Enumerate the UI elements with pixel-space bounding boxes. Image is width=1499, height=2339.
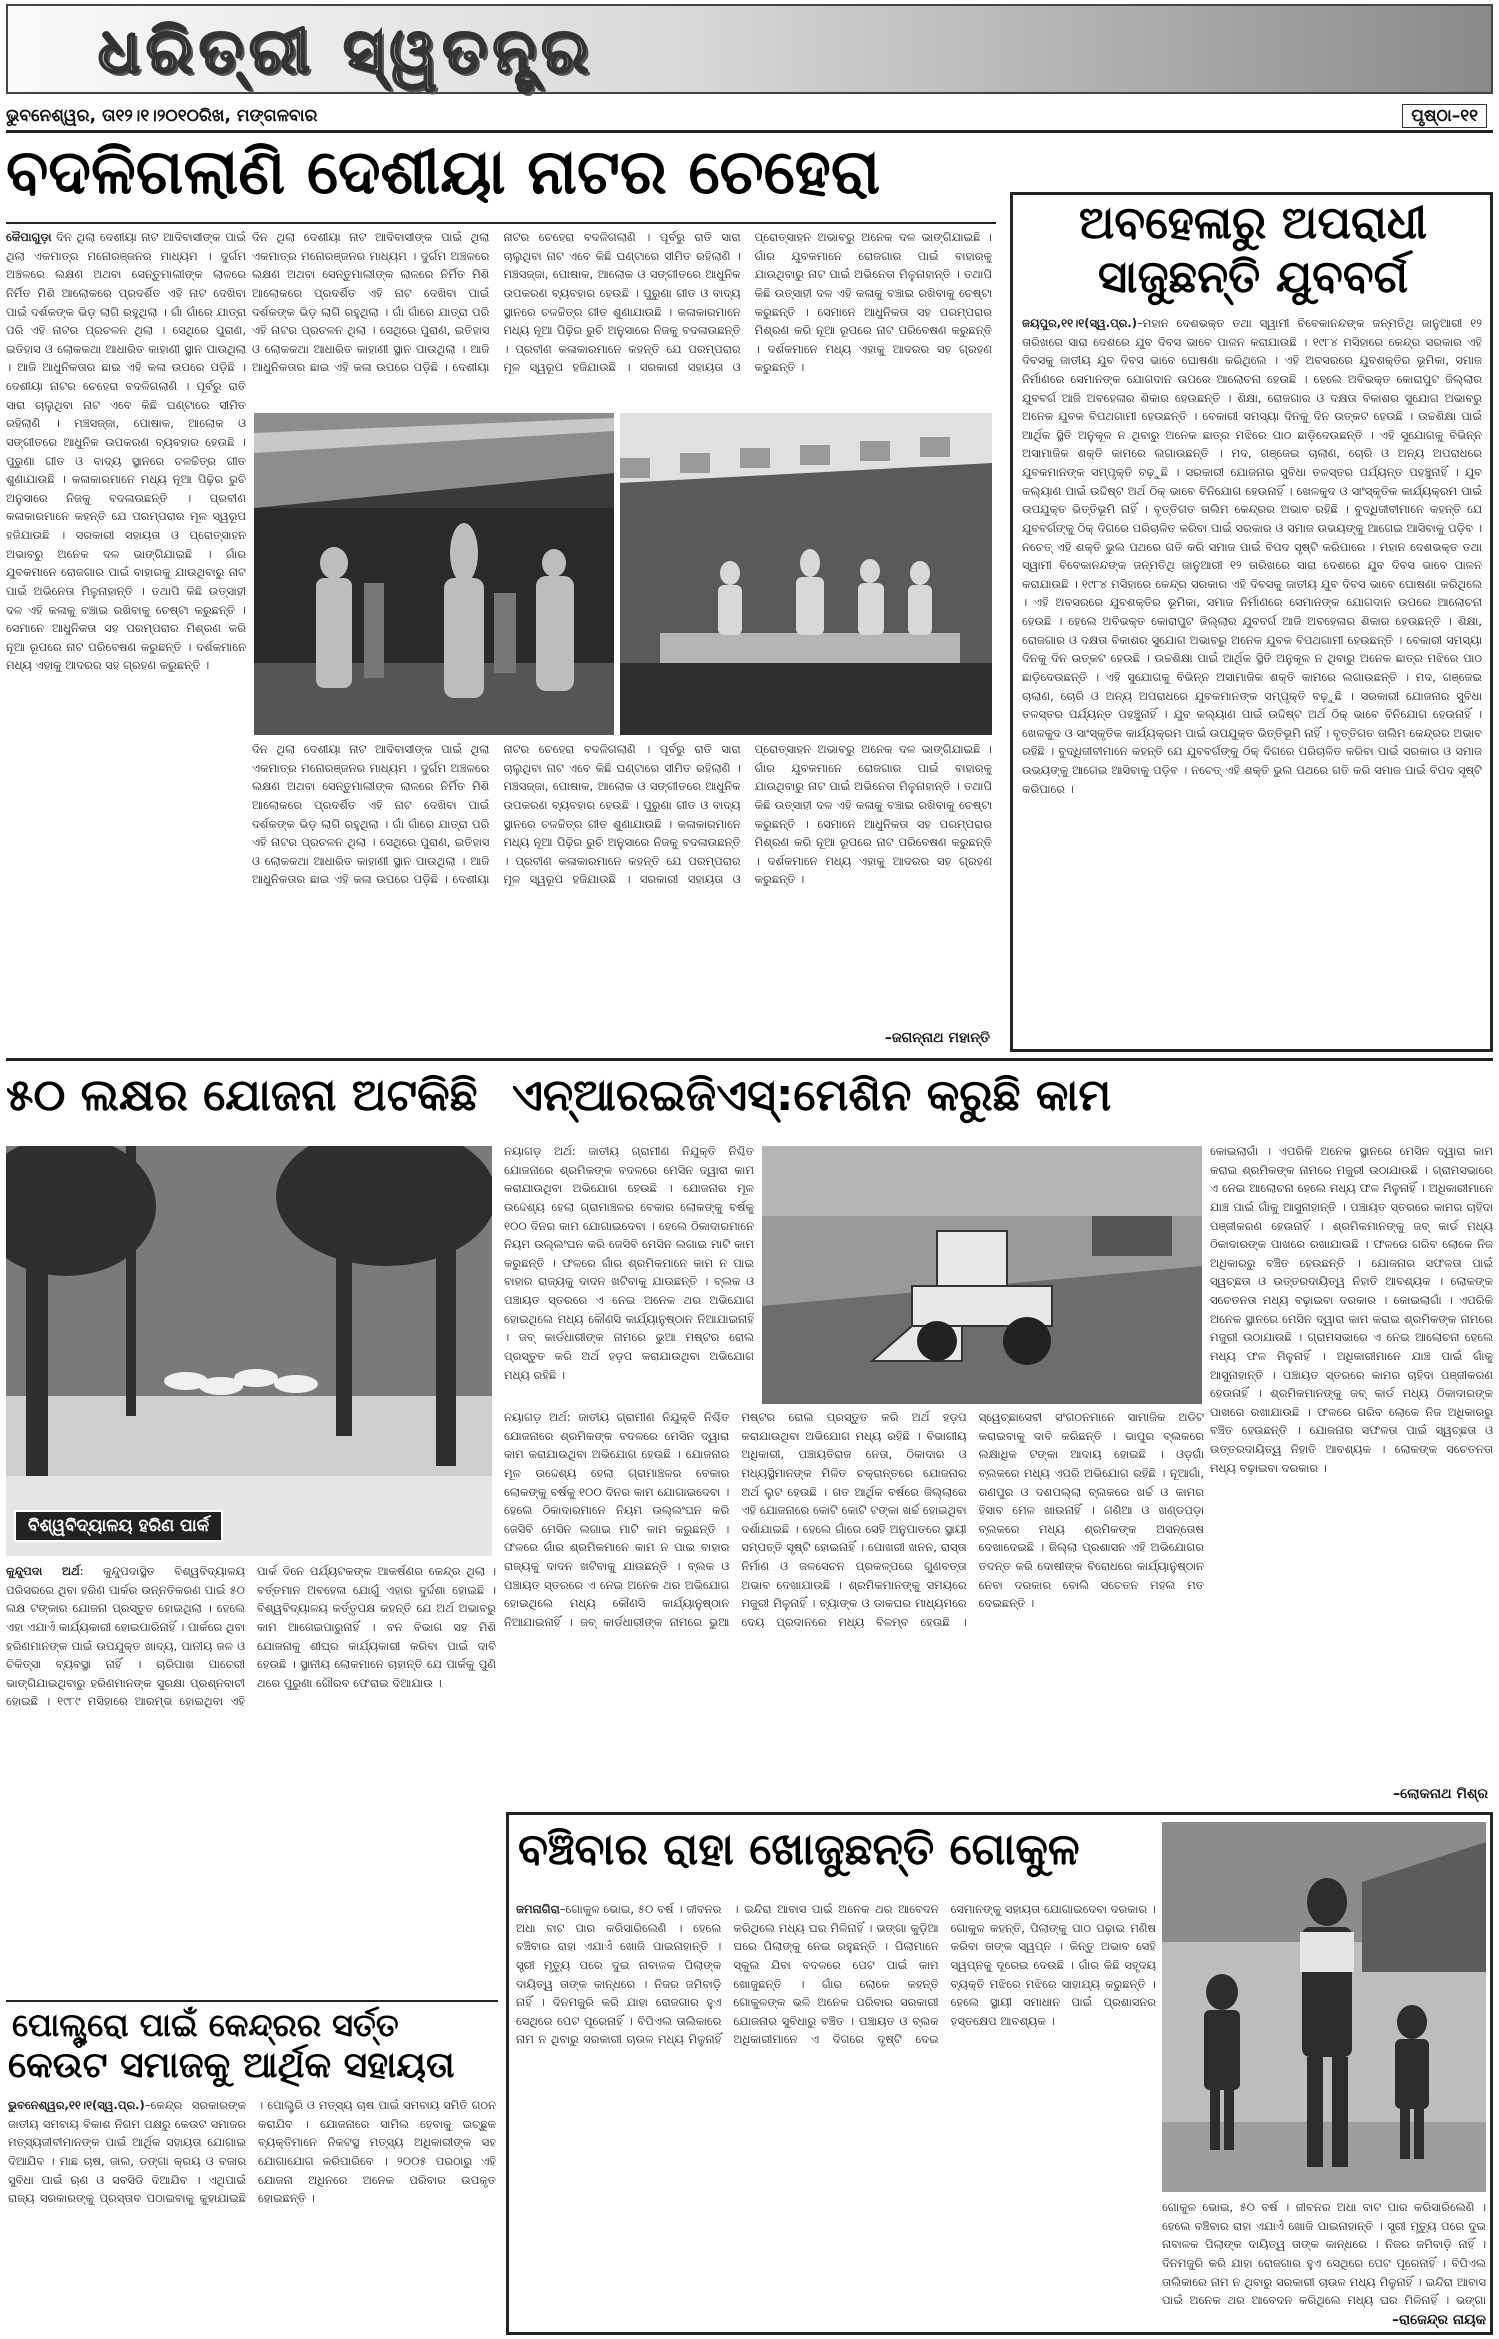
article2-body: ଜୟପୁର,୧୧।୧(ସ୍ୱ.ପ୍ର.)–ମହାନ ଦେଶଭକ୍ତ ତଥା ସ୍ୱାମୀ ବିବେକାନନ୍ଦଙ୍କ ଜନ୍ମତିଥି ଜାନୁଆରୀ ୧୨ ତାରିଖରେ ସାରା ଦେଶରେ ଯୁବ ଦିବସ ଭାବେ ପାଳନ କରାଯାଉଛି । ୧୯୮୪ ମସିହାରେ କେନ୍ଦ୍ର ସରକାର ଏହି ଦିବସକୁ ଜାତୀୟ ଯୁବ ଦିବସ ଭାବେ ଘୋଷଣା କରିଥିଲେ । ଏହି ଅବସରରେ ଯୁବଶକ୍ତିର ଭୂମିକା, ସମାଜ ନିର୍ମାଣରେ ସେମାନଙ୍କ ଯୋଗଦାନ ଉପରେ ଆଲୋଚନା ହେଉଛି । ହେଲେ ଅବିଭକ୍ତ କୋରାପୁଟ ଜିଲ୍ଲାର ଯୁବବର୍ଗ ଆଜି ଅବହେଳାର ଶିକାର ହେଉଛନ୍ତି । ଶିକ୍ଷା, ରୋଜଗାର ଓ ଦକ୍ଷତା ବିକାଶର ସୁଯୋଗ ଅଭାବରୁ ଅନେକ ଯୁବକ ବିପଥଗାମୀ ହେଉଛନ୍ତି । ବେକାରୀ ସମସ୍ୟା ଦିନକୁ ଦିନ ଉତ୍କଟ ହେଉଛି । ଉଚ୍ଚଶିକ୍ଷା ପାଇଁ ଆର୍ଥିକ ସ୍ଥିତି ଅନୁକୂଳ ନ ଥିବାରୁ ଅନେକ ଛାତ୍ର ମଝିରେ ପାଠ ଛାଡ଼ିଦେଉଛନ୍ତି । ଏହି ସୁଯୋଗକୁ ବିଭିନ୍ନ ଅସାମାଜିକ ଶକ୍ତି କାମରେ ଲଗାଉଛନ୍ତି । ମଦ, ଗଞ୍ଜେଇ ଚାଲାଣ, ଚୋରି ଓ ଅନ୍ୟ ଅପରାଧରେ ଯୁବକମାନଙ୍କ ସମ୍ପୃକ୍ତି ବଢ଼ୁଛି । ସରକାରୀ ଯୋଜନାର ସୁବିଧା ତଳସ୍ତର ପର୍ଯ୍ୟନ୍ତ ପହଞ୍ଚୁନାହିଁ । ଯୁବ କଲ୍ୟାଣ ପାଇଁ ଉଦ୍ଦିଷ୍ଟ ଅର୍ଥ ଠିକ୍ ଭାବେ ବିନିଯୋଗ ହେଉନାହିଁ । ଖେଳକୁଦ ଓ ସାଂସ୍କୃତିକ କାର୍ଯ୍ୟକ୍ରମ ପାଇଁ ଉପଯୁକ୍ତ ଭିତ୍ତିଭୂମି ନାହିଁ । ବୃତ୍ତିଗତ ତାଲିମ କେନ୍ଦ୍ରର ଅଭାବ ରହିଛି । ବୁଦ୍ଧିଜୀବୀମାନେ କହନ୍ତି ଯେ ଯୁବବର୍ଗଙ୍କୁ ଠିକ୍ ଦିଗରେ ପରିଚାଳିତ କରିବା ପାଇଁ ସରକାର ଓ ସମାଜ ଉଭୟଙ୍କୁ ଆଗେଇ ଆସିବାକୁ ପଡ଼ିବ । ନଚେତ୍ ଏହି ଶକ୍ତି ଭୁଲ ପଥରେ ଗତି କରି ସମାଜ ପାଇଁ ବିପଦ ସୃଷ୍ଟି କରିପାରେ । ମହାନ ଦେଶଭକ୍ତ ତଥା ସ୍ୱାମୀ ବିବେକାନନ୍ଦଙ୍କ ଜନ୍ମତିଥି ଜାନୁଆରୀ ୧୨ ତାରିଖରେ ସାରା ଦେଶରେ ଯୁବ ଦିବସ ଭାବେ ପାଳନ କରାଯାଉଛି । ୧୯୮୪ ମସିହାରେ କେନ୍ଦ୍ର ସରକାର ଏହି ଦିବସକୁ ଜାତୀୟ ଯୁବ ଦିବସ ଭାବେ ଘୋଷଣା କରିଥିଲେ । ଏହି ଅବସରରେ ଯୁବଶକ୍ତିର ଭୂମିକା, ସମାଜ ନିର୍ମାଣରେ ସେମାନଙ୍କ ଯୋଗଦାନ ଉପରେ ଆଲୋଚନା ହେଉଛି । ହେଲେ ଅବିଭକ୍ତ କୋରାପୁଟ ଜିଲ୍ଲାର ଯୁବବର୍ଗ ଆଜି ଅବହେଳାର ଶିକାର ହେଉଛନ୍ତି । ଶିକ୍ଷା, ରୋଜଗାର ଓ ଦକ୍ଷତା ବିକାଶର ସୁଯୋଗ ଅଭାବରୁ ଅନେକ ଯୁବକ ବିପଥଗାମୀ ହେଉଛନ୍ତି । ବେକାରୀ ସମସ୍ୟା ଦିନକୁ ଦିନ ଉତ୍କଟ ହେଉଛି । ଉଚ୍ଚଶିକ୍ଷା ପାଇଁ ଆର୍ଥିକ ସ୍ଥିତି ଅନୁକୂଳ ନ ଥିବାରୁ ଅନେକ ଛାତ୍ର ମଝିରେ ପାଠ ଛାଡ଼ିଦେଉଛନ୍ତି । ଏହି ସୁଯୋଗକୁ ବିଭିନ୍ନ ଅସାମାଜିକ ଶକ୍ତି କାମରେ ଲଗାଉଛନ୍ତି । ମଦ, ଗଞ୍ଜେଇ ଚାଲାଣ, ଚୋରି ଓ ଅନ୍ୟ ଅପରାଧରେ ଯୁବକମାନଙ୍କ ସମ୍ପୃକ୍ତି ବଢ଼ୁଛି । ସରକାରୀ ଯୋଜନାର ସୁବିଧା ତଳସ୍ତର ପର୍ଯ୍ୟନ୍ତ ପହଞ୍ଚୁନାହିଁ । ଯୁବ କଲ୍ୟାଣ ପାଇଁ ଉଦ୍ଦିଷ୍ଟ ଅର୍ଥ ଠିକ୍ ଭାବେ ବିନିଯୋଗ ହେଉନାହିଁ । ଖେଳକୁଦ ଓ ସାଂସ୍କୃତିକ କାର୍ଯ୍ୟକ୍ରମ ପାଇଁ ଉପଯୁକ୍ତ ଭିତ୍ତିଭୂମି ନାହିଁ । ବୃତ୍ତିଗତ ତାଲିମ କେନ୍ଦ୍ରର ଅଭାବ ରହିଛି । ବୁଦ୍ଧିଜୀବୀମାନେ କହନ୍ତି ଯେ ଯୁବବର୍ଗଙ୍କୁ ଠିକ୍ ଦିଗରେ ପରିଚାଳିତ କରିବା ପାଇଁ ସରକାର ଓ ସମାଜ ଉଭୟଙ୍କୁ ଆଗେଇ ଆସିବାକୁ ପଡ଼ିବ । ନଚେତ୍ ଏହି ଶକ୍ତି ଭୁଲ ପଥରେ ଗତି କରି ସମାଜ ପାଇଁ ବିପଦ ସୃଷ୍ଟି କରିପାରେ । bbox=[1022, 316, 1482, 796]
article3-body-lower: କୁନ୍ଦୁପଦା ଅର୍ଥ: କୁନ୍ଦୁପଦାସ୍ଥିତ ବିଶ୍ୱବିଦ୍ୟାଳୟ ପରିସରରେ ଥିବା ହରିଣ ପାର୍କର ଉନ୍ନତିକରଣ ପାଇଁ ୫୦ ଲକ୍ଷ ଟଙ୍କାର ଯୋଜନା ପ୍ରସ୍ତୁତ ହୋଇଥିଲା । ହେଲେ ଏହା ଏଯାଏଁ କାର୍ଯ୍ୟକାରୀ ହୋଇପାରିନାହିଁ । ପାର୍କରେ ଥିବା ହରିଣମାନଙ୍କ ପାଇଁ ଉପଯୁକ୍ତ ଖାଦ୍ୟ, ପାନୀୟ ଜଳ ଓ ଚିକିତ୍ସା ବ୍ୟବସ୍ଥା ନାହିଁ । ଚାରିପାଖ ପାଚେରୀ ଭାଙ୍ଗିଯାଇଥିବାରୁ ହରିଣମାନଙ୍କ ସୁରକ୍ଷା ପ୍ରଶ୍ନବାଚୀ ହୋଇଛି । ୧୯୮୯ ମସିହାରେ ଆରମ୍ଭ ହୋଇଥିବା ଏହି ପାର୍କ ଦିନେ ପର୍ଯ୍ୟଟକଙ୍କ ଆକର୍ଷଣର କେନ୍ଦ୍ର ଥିଲା । ବର୍ତ୍ତମାନ ଅବହେଳା ଯୋଗୁଁ ଏହାର ଦୁର୍ଦ୍ଦଶା ହୋଇଛି । ବିଶ୍ୱବିଦ୍ୟାଳୟ କର୍ତ୍ତୃପକ୍ଷ କହନ୍ତି ଯେ ଅର୍ଥ ଅଭାବରୁ କାମ ଆଗେଇପାରୁନାହିଁ । ବନ ବିଭାଗ ସହ ମିଶି ଯୋଜନାକୁ ଶୀଘ୍ର କାର୍ଯ୍ୟକାରୀ କରିବା ପାଇଁ ଦାବି ହେଉଛି । ସ୍ଥାନୀୟ ଲୋକମାନେ ଚାହାନ୍ତି ଯେ ପାର୍କକୁ ପୁଣି ଥରେ ପୁରୁଣା ଗୌରବ ଫେରାଇ ଦିଆଯାଉ । bbox=[6, 1564, 496, 1709]
article6-photo bbox=[1162, 1822, 1486, 2192]
article6-byline: –ରାଜେନ୍ଦ୍ର ନାୟକ bbox=[1391, 2312, 1486, 2328]
divider bbox=[6, 2000, 498, 2002]
section-rule bbox=[6, 1058, 1493, 1061]
masthead bbox=[6, 4, 1493, 94]
article1-byline: –ଜଗନ୍ନାଥ ମହାନ୍ତି bbox=[884, 1030, 990, 1046]
article4-byline: –ଲୋକନାଥ ମିଶ୍ର bbox=[1393, 1786, 1488, 1802]
article6-body-text: ଗୋକୁଳ ଭୋଇ, ୫୦ ବର୍ଷ । ଜୀବନର ଅଧା ବାଟ ପାର କରିସାରିଲେଣି । ହେଲେ ବଞ୍ଚିବାର ରାହା ଏଯାଏଁ ଖୋଜି ପାଇନାହାନ୍ତି । ସ୍ତ୍ରୀ ମୃତ୍ୟୁ ପରେ ଦୁଇ ନାବାଳକ ପିଲାଙ୍କ ଦାୟିତ୍ୱ ତାଙ୍କ କାନ୍ଧରେ । ନିଜର ଜମିବାଡ଼ି ନାହିଁ । ଦିନମଜୁରି କରି ଯାହା ରୋଜଗାର ହୁଏ ସେଥିରେ ପେଟ ପୂରେନାହିଁ । ବିପିଏଲ ତାଲିକାରେ ନାମ ନ ଥିବାରୁ ସରକାରୀ ଚାଉଳ ମଧ୍ୟ ମିଳୁନାହିଁ । ଇନ୍ଦିରା ଆବାସ ପାଇଁ ଅନେକ ଥର ଆବେଦନ କରିଥିଲେ ମଧ୍ୟ ଘର ମିଳିନାହିଁ । ଭଙ୍ଗା bbox=[1162, 2200, 1486, 2308]
dateline: ଭୁବନେଶ୍ୱର, ତା୧୨।୧।୨୦୧୦ରିଖ, ମଙ୍ଗଳବାର bbox=[6, 106, 318, 126]
article4-body3: ଭାପୁର ବ୍ଲକରେ ଲକ୍ଷାଧିକ ଟଙ୍କା ଆଦାୟ ହୋଇଛି । ଓଡ଼ଗାଁ ବ୍ଲକରେ ମଧ୍ୟ ଏପରି ଅଭିଯୋଗ ରହିଛି । ନୂଆଗାଁ, ରଣପୁର ଓ ଦଶପଲ୍ଲା ବ୍ଲକରେ ଖର୍ଚ୍ଚ ଓ କାମର ହିସାବ ମେଳ ଖାଉନାହିଁ । ଗଣିଆ ଓ ଖଣ୍ଡପଡ଼ା ବ୍ଲକରେ ମଧ୍ୟ ଶ୍ରମିକଙ୍କ ଅସନ୍ତୋଷ ଦେଖାଦେଇଛି । ଜିଲ୍ଲା ପ୍ରଶାସନ ଏହି ଅଭିଯୋଗର ତଦନ୍ତ କରି ଦୋଷୀଙ୍କ ବିରୋଧରେ କାର୍ଯ୍ୟାନୁଷ୍ଠାନ ନେବା ଦରକାର ବୋଲି ସଚେତନ ମହଲ ମତ ଦେଇଛନ୍ତି । bbox=[978, 1428, 1204, 1611]
article2-dateline: ଜୟପୁର,୧୧।୧(ସ୍ୱ.ପ୍ର.) bbox=[1022, 316, 1138, 330]
article5-headline-1: ପୋଲ୍ଟ୍ରୋ ପାଇଁ କେନ୍ଦ୍ରର ସର୍ତ୍ତ bbox=[12, 2006, 399, 2044]
article2-body-text: ମହାନ ଦେଶଭକ୍ତ ତଥା ସ୍ୱାମୀ ବିବେକାନନ୍ଦଙ୍କ ଜନ୍ମତିଥି ଜାନୁଆରୀ ୧୨ ତାରିଖରେ ସାରା ଦେଶରେ ଯୁବ ଦିବସ ଭାବେ ପାଳନ କରାଯାଉଛି । ୧୯୮୪ ମସିହାରେ କେନ୍ଦ୍ର ସରକାର ଏହି ଦିବସକୁ ଜାତୀୟ ଯୁବ ଦିବସ ଭାବେ ଘୋଷଣା କରିଥିଲେ । ଏହି ଅବସରରେ ଯୁବଶକ୍ତିର ଭୂମିକା, ସମାଜ ନିର୍ମାଣରେ ସେମାନଙ୍କ ଯୋଗଦାନ ଉପରେ ଆଲୋଚନା ହେଉଛି । ହେଲେ ଅବିଭକ୍ତ କୋରାପୁଟ ଜିଲ୍ଲାର ଯୁବବର୍ଗ ଆଜି ଅବହେଳାର ଶିକାର ହେଉଛନ୍ତି । ଶିକ୍ଷା, ରୋଜଗାର ଓ ଦକ୍ଷତା ବିକାଶର ସୁଯୋଗ ଅଭାବରୁ ଅନେକ ଯୁବକ ବିପଥଗାମୀ ହେଉଛନ୍ତି । ବେକାରୀ ସମସ୍ୟା ଦିନକୁ ଦିନ ଉତ୍କଟ ହେଉଛି । ଉଚ୍ଚଶିକ୍ଷା ପାଇଁ ଆର୍ଥିକ ସ୍ଥିତି ଅନୁକୂଳ ନ ଥିବାରୁ ଅନେକ ଛାତ୍ର ମଝିରେ ପାଠ ଛାଡ଼ିଦେଉଛନ୍ତି । ଏହି ସୁଯୋଗକୁ ବିଭିନ୍ନ ଅସାମାଜିକ ଶକ୍ତି କାମରେ ଲଗାଉଛନ୍ତି । ମଦ, ଗଞ୍ଜେଇ ଚାଲାଣ, ଚୋରି ଓ ଅନ୍ୟ ଅପରାଧରେ ଯୁବକମାନଙ୍କ ସମ୍ପୃକ୍ତି ବଢ଼ୁଛି । ସରକାରୀ ଯୋଜନାର ସୁବିଧା ତଳସ୍ତର ପର୍ଯ୍ୟନ୍ତ ପହଞ୍ଚୁନାହିଁ । ଯୁବ କଲ୍ୟାଣ ପାଇଁ ଉଦ୍ଦିଷ୍ଟ ଅର୍ଥ ଠିକ୍ ଭାବେ ବିନିଯୋଗ ହେଉନାହିଁ । ଖେଳକୁଦ ଓ ସାଂସ୍କୃତିକ କାର୍ଯ୍ୟକ୍ରମ ପାଇଁ ଉପଯୁକ୍ତ ଭିତ୍ତିଭୂମି ନାହିଁ । ବୃତ୍ତିଗତ ତାଲିମ କେନ୍ଦ୍ରର ଅଭାବ ରହିଛି । ବୁଦ୍ଧିଜୀବୀମାନେ କହନ୍ତି ଯେ ଯୁବବର୍ଗଙ୍କୁ ଠିକ୍ ଦିଗରେ ପରିଚାଳିତ କରିବା ପାଇଁ ସରକାର ଓ ସମାଜ ଉଭୟଙ୍କୁ ଆଗେଇ ଆସିବାକୁ ପଡ଼ିବ । ନଚେତ୍ ଏହି ଶକ୍ତି ଭୁଲ ପଥରେ ଗତି କରି ସମାଜ ପାଇଁ ବିପଦ ସୃଷ୍ଟି କରିପାରେ । bbox=[1022, 316, 1482, 554]
article4-headline: ଏନ୍‌ଆରଇଜିଏସ୍‌:ମେଶିନ କରୁଛି କାମ bbox=[512, 1070, 1112, 1121]
article1-body-top bbox=[252, 228, 992, 408]
article1-photo-left bbox=[254, 413, 614, 735]
article1-body: ଦିନ ଥିଲା ଦେଶୀୟା ନାଟ ଆଦିବାସୀଙ୍କ ପାଇଁ ଥିଲା ଏକମାତ୍ର ମନୋରଞ୍ଜନର ମାଧ୍ୟମ । ଦୁର୍ଗମ ଅଞ୍ଚଳରେ ଲକ୍ଷଣ ଅଥବା ସେନ୍ତୁମାଲୀଙ୍କ ଲାଳରେ ନିର୍ମିତ ମିଶି ଆଲୋକରେ ପ୍ରଦର୍ଶିତ ଏହି ନାଟ ଦେଖିବା ପାଇଁ ଦର୍ଶକଙ୍କ ଭିଡ଼ ଲାଗି ରହୁଥିଲା । ଗାଁ ଗାଁରେ ଯାତ୍ରା ପରି ଏହି ନାଟର ପ୍ରଚଳନ ଥିଲା । ସେଥିରେ ପୁରାଣ, ଇତିହାସ ଓ ଲୋକକଥା ଆଧାରିତ କାହାଣୀ ସ୍ଥାନ ପାଉଥିଲା । ଆଜି ଆଧୁନିକତାର ଛାଇ ଏହି କଳା ଉପରେ ପଡ଼ିଛି । ଦେଶୀୟା ନାଟର ଚେହେରା ବଦଳିଗଲାଣି । ପୂର୍ବରୁ ରାତି ସାରା ଚାଲୁଥିବା ନାଟ ଏବେ କିଛି ଘଣ୍ଟାରେ ସୀମିତ ରହିଲାଣି । ମଞ୍ଚସଜ୍ଜା, ପୋଷାକ, ଆଲୋକ ଓ ସଙ୍ଗୀତରେ ଆଧୁନିକ ଉପକରଣ ବ୍ୟବହାର ହେଉଛି । ପୁରୁଣା ଗୀତ ଓ ବାଦ୍ୟ ସ୍ଥାନରେ ଚଳଚ୍ଚିତ୍ର ଗୀତ ଶୁଣାଯାଉଛି । କଳାକାରମାନେ ମଧ୍ୟ ନୂଆ ପିଢ଼ିର ରୁଚି ଅନୁସାରେ ନିଜକୁ ବଦଳାଉଛନ୍ତି । ପ୍ରବୀଣ କଳାକାରମାନେ କହନ୍ତି ଯେ ପରମ୍ପରାର ମୂଳ ସ୍ୱରୂପ ହଜିଯାଉଛି । ସରକାରୀ ସହାୟତା ଓ ପ୍ରୋତ୍ସାହନ ଅଭାବରୁ ଅନେକ ଦଳ ଭାଙ୍ଗିଯାଇଛି । ଗାଁର ଯୁବକମାନେ ରୋଜଗାର ପାଇଁ ବାହାରକୁ ଯାଉଥିବାରୁ ନାଟ ପାଇଁ ଅଭିନେତା ମିଳୁନାହାନ୍ତି । ତଥାପି କିଛି ଉତ୍ସାହୀ ଦଳ ଏହି କଳାକୁ ବଞ୍ଚାଇ ରଖିବାକୁ ଚେଷ୍ଟା କରୁଛନ୍ତି । ସେମାନେ ଆଧୁନିକତା ସହ ପରମ୍ପରାର ମିଶ୍ରଣ କରି ନୂଆ ରୂପରେ ନାଟ ପରିବେଷଣ କରୁଛନ୍ତି । ଦର୍ଶକମାନେ ମଧ୍ୟ ଏହାକୁ ଆଦରର ସହ ଗ୍ରହଣ କରୁଛନ୍ତି । bbox=[6, 230, 246, 673]
article6-dateline: ଜମନାଗିରା bbox=[516, 1902, 560, 1916]
article3-headline: ୫୦ ଲକ୍ଷର ଯୋଜନା ଅଟକିଛି bbox=[6, 1070, 478, 1121]
article5-dateline: ଭୁବନେଶ୍ୱର,୧୧।୧(ସ୍ୱ.ପ୍ର.) bbox=[8, 2098, 145, 2112]
article4-body4: କୋଇଲାଗାଁ । ଏପରିକି ଅନେକ ସ୍ଥାନରେ ମେସିନ ଦ୍ୱାରା କାମ କରାଇ ଶ୍ରମିକଙ୍କ ନାମରେ ମଜୁରୀ ଉଠାଯାଉଛି । ଗ୍ରାମସଭାରେ ଏ ନେଇ ଆଲୋଚନା ହେଲେ ମଧ୍ୟ ଫଳ ମିଳୁନାହିଁ । ଅଧିକାରୀମାନେ ଯାଞ୍ଚ ପାଇଁ ଗାଁକୁ ଆସୁନାହାନ୍ତି । ପଞ୍ଚାୟତ ସ୍ତରରେ କାମର ଚାହିଦା ପଞ୍ଜୀକରଣ ହେଉନାହିଁ । ଶ୍ରମିକମାନଙ୍କୁ ଜବ୍ କାର୍ଡ ମଧ୍ୟ ଠିକାଦାରଙ୍କ ପାଖରେ ରଖାଯାଉଛି । ଫଳରେ ଗରିବ ଲୋକେ ନିଜ ଅଧିକାରରୁ ବଞ୍ଚିତ ହେଉଛନ୍ତି । ଯୋଜନାର ସଫଳତା ପାଇଁ ସ୍ୱଚ୍ଛତା ଓ ଉତ୍ତରଦାୟିତ୍ୱ ନିହାତି ଆବଶ୍ୟକ । ଲୋକଙ୍କ ସଚେତନତା ମଧ୍ୟ ବଢ଼ାଇବା ଦରକାର । bbox=[1210, 1144, 1493, 1307]
divider bbox=[6, 222, 996, 224]
article6-body-text: ଗୋକୁଳ ଭୋଇ, ୫୦ ବର୍ଷ । ଜୀବନର ଅଧା ବାଟ ପାର କରିସାରିଲେଣି । ହେଲେ ବଞ୍ଚିବାର ରାହା ଏଯାଏଁ ଖୋଜି ପାଇନାହାନ୍ତି । ସ୍ତ୍ରୀ ମୃତ୍ୟୁ ପରେ ଦୁଇ ନାବାଳକ ପିଲାଙ୍କ ଦାୟିତ୍ୱ ତାଙ୍କ କାନ୍ଧରେ । ନିଜର ଜମିବାଡ଼ି ନାହିଁ । ଦିନମଜୁରି କରି ଯାହା ରୋଜଗାର ହୁଏ ସେଥିରେ ପେଟ ପୂରେନାହିଁ । ବିପିଏଲ ତାଲିକାରେ ନାମ ନ ଥିବାରୁ ସରକାରୀ ଚାଉଳ ମଧ୍ୟ ମିଳୁନାହିଁ । ଇନ୍ଦିରା ଆବାସ ପାଇଁ ଅନେକ ଥର ଆବେଦନ କରିଥିଲେ ମଧ୍ୟ ଘର ମିଳିନାହିଁ । ଭଙ୍ଗା କୁଡ଼ିଆ ଘରେ ପିଲାଙ୍କୁ ନେଇ ରହୁଛନ୍ତି । ପିଲାମାନେ ସ୍କୁଲ ଯିବା ବଦଳରେ ପେଟ ପାଇଁ କାମ ଖୋଜୁଛନ୍ତି । ଗାଁର ଲୋକେ କହନ୍ତି ଗୋକୁଳଙ୍କ ଭଳି ଅନେକ ପରିବାର ସରକାରୀ ଯୋଜନାର ସୁବିଧାରୁ ବଞ୍ଚିତ । ପଞ୍ଚାୟତ ଓ ବ୍ଲକ ଅଧିକାରୀମାନେ ଏ ଦିଗରେ ଦୃଷ୍ଟି ଦେଇ ସେମାନଙ୍କୁ ସହାୟତା ଯୋଗାଇଦେବା ଦରକାର । ଗୋକୁଳ କହନ୍ତି, ପିଲାଙ୍କୁ ପାଠ ପଢ଼ାଇ ମଣିଷ କରିବା ତାଙ୍କ ସ୍ୱପ୍ନ । କିନ୍ତୁ ଅଭାବ ସେହି ସ୍ୱପ୍ନକୁ ଦୂରେଇ ଦେଉଛି । ଗାଁର କିଛି ସହୃଦୟ ବ୍ୟକ୍ତି ମଝିରେ ମଝିରେ ସାହାଯ୍ୟ କରୁଛନ୍ତି । ହେଲେ ସ୍ଥାୟୀ ସମାଧାନ ପାଇଁ ପ୍ରଶାସନର ହସ୍ତକ୍ଷେପ ଆବଶ୍ୟକ । bbox=[516, 1902, 1156, 2047]
article3-dateline: କୁନ୍ଦୁପଦା ଅର୍ଥ bbox=[6, 1564, 80, 1578]
article5-body-text: କେନ୍ଦ୍ର ସରକାରଙ୍କ ଜାତୀୟ ସମବାୟ ବିକାଶ ନିଗମ ପକ୍ଷରୁ କେଉଟ ସମାଜର ମତ୍ସ୍ୟଜୀବୀମାନଙ୍କ ପାଇଁ ଆର୍ଥିକ ସହାୟତା ଯୋଗାଇ ଦିଆଯିବ । ମାଛ ଚାଷ, ଜାଲ, ଡଙ୍ଗା କ୍ରୟ ଓ ବଜାର ସୁବିଧା ପାଇଁ ଋଣ ଓ ସବସିଡି ଦିଆଯିବ । ଏଥିପାଇଁ ରାଜ୍ୟ ସରକାରଙ୍କୁ ପ୍ରସ୍ତାବ ପଠାଇବାକୁ କୁହାଯାଇଛି । ପୋଲ୍ଟ୍ରି ଓ ମତ୍ସ୍ୟ ଚାଷ ପାଇଁ ସମବାୟ ସମିତି ଗଠନ କରାଯିବ । ଯୋଜନାରେ ସାମିଲ ହେବାକୁ ଇଚ୍ଛୁକ ବ୍ୟକ୍ତିମାନେ ନିକଟସ୍ଥ ମତ୍ସ୍ୟ ଅଧିକାରୀଙ୍କ ସହ ଯୋଗାଯୋଗ କରିପାରିବେ । ୨୦୦୫ ପରଠାରୁ ଏହି ଯୋଜନା ଅଧିନରେ ଅନେକ ପରିବାର ଉପକୃତ ହୋଇଛନ୍ତି । bbox=[8, 2098, 496, 2206]
article2-headline-1: ଅବହେଳାରୁ ଅପରାଧୀ bbox=[1078, 196, 1428, 249]
article2-body-text: ମହାନ ଦେଶଭକ୍ତ ତଥା ସ୍ୱାମୀ ବିବେକାନନ୍ଦଙ୍କ ଜନ୍ମତିଥି ଜାନୁଆରୀ ୧୨ ତାରିଖରେ ସାରା ଦେଶରେ ଯୁବ ଦିବସ ଭାବେ ପାଳନ କରାଯାଉଛି । ୧୯୮୪ ମସିହାରେ କେନ୍ଦ୍ର ସରକାର ଏହି ଦିବସକୁ ଜାତୀୟ ଯୁବ ଦିବସ ଭାବେ ଘୋଷଣା କରିଥିଲେ । ଏହି ଅବସରରେ ଯୁବଶକ୍ତିର ଭୂମିକା, ସମାଜ ନିର୍ମାଣରେ ସେମାନଙ୍କ ଯୋଗଦାନ ଉପରେ ଆଲୋଚନା ହେଉଛି । ହେଲେ ଅବିଭକ୍ତ କୋରାପୁଟ ଜିଲ୍ଲାର ଯୁବବର୍ଗ ଆଜି ଅବହେଳାର ଶିକାର ହେଉଛନ୍ତି । ଶିକ୍ଷା, ରୋଜଗାର ଓ ଦକ୍ଷତା ବିକାଶର ସୁଯୋଗ ଅଭାବରୁ ଅନେକ ଯୁବକ ବିପଥଗାମୀ ହେଉଛନ୍ତି । ବେକାରୀ ସମସ୍ୟା ଦିନକୁ ଦିନ ଉତ୍କଟ ହେଉଛି । ଉଚ୍ଚଶିକ୍ଷା ପାଇଁ ଆର୍ଥିକ ସ୍ଥିତି ଅନୁକୂଳ ନ ଥିବାରୁ ଅନେକ ଛାତ୍ର ମଝିରେ ପାଠ ଛାଡ଼ିଦେଉଛନ୍ତି । ଏହି ସୁଯୋଗକୁ ବିଭିନ୍ନ ଅସାମାଜିକ ଶକ୍ତି କାମରେ ଲଗାଉଛନ୍ତି । ମଦ, ଗଞ୍ଜେଇ ଚାଲାଣ, ଚୋରି ଓ ଅନ୍ୟ ଅପରାଧରେ ଯୁବକମାନଙ୍କ ସମ୍ପୃକ୍ତି ବଢ଼ୁଛି । ସରକାରୀ ଯୋଜନାର ସୁବିଧା ତଳସ୍ତର ପର୍ଯ୍ୟନ୍ତ ପହଞ୍ଚୁନାହିଁ । ଯୁବ କଲ୍ୟାଣ ପାଇଁ ଉଦ୍ଦିଷ୍ଟ ଅର୍ଥ ଠିକ୍ ଭାବେ ବିନିଯୋଗ ହେଉନାହିଁ । ଖେଳକୁଦ ଓ ସାଂସ୍କୃତିକ କାର୍ଯ୍ୟକ୍ରମ ପାଇଁ ଉପଯୁକ୍ତ ଭିତ୍ତିଭୂମି ନାହିଁ । ବୃତ୍ତିଗତ ତାଲିମ କେନ୍ଦ୍ରର ଅଭାବ ରହିଛି । ବୁଦ୍ଧିଜୀବୀମାନେ କହନ୍ତି ଯେ ଯୁବବର୍ଗଙ୍କୁ ଠିକ୍ ଦିଗରେ ପରିଚାଳିତ କରିବା ପାଇଁ ସରକାର ଓ ସମାଜ ଉଭୟଙ୍କୁ ଆଗେଇ ଆସିବାକୁ ପଡ଼ିବ । ନଚେତ୍ ଏହି ଶକ୍ତି ଭୁଲ ପଥରେ ଗତି କରି ସମାଜ ପାଇଁ ବିପଦ ସୃଷ୍ଟି କରିପାରେ । bbox=[1022, 539, 1482, 796]
article4-body4: କୋଇଲାଗାଁ । ଏପରିକି ଅନେକ ସ୍ଥାନରେ ମେସିନ ଦ୍ୱାରା କାମ କରାଇ ଶ୍ରମିକଙ୍କ ନାମରେ ମଜୁରୀ ଉଠାଯାଉଛି । ଗ୍ରାମସଭାରେ ଏ ନେଇ ଆଲୋଚନା ହେଲେ ମଧ୍ୟ ଫଳ ମିଳୁନାହିଁ । ଅଧିକାରୀମାନେ ଯାଞ୍ଚ ପାଇଁ ଗାଁକୁ ଆସୁନାହାନ୍ତି । ପଞ୍ଚାୟତ ସ୍ତରରେ କାମର ଚାହିଦା ପଞ୍ଜୀକରଣ ହେଉନାହିଁ । ଶ୍ରମିକମାନଙ୍କୁ ଜବ୍ କାର୍ଡ ମଧ୍ୟ ଠିକାଦାରଙ୍କ ପାଖରେ ରଖାଯାଉଛି । ଫଳରେ ଗରିବ ଲୋକେ ନିଜ ଅଧିକାରରୁ ବଞ୍ଚିତ ହେଉଛନ୍ତି । ଯୋଜନାର ସଫଳତା ପାଇଁ ସ୍ୱଚ୍ଛତା ଓ ଉତ୍ତରଦାୟିତ୍ୱ ନିହାତି ଆବଶ୍ୟକ । ଲୋକଙ୍କ ସଚେତନତା ମଧ୍ୟ ବଢ଼ାଇବା ଦରକାର । bbox=[1210, 1293, 1493, 1475]
article1-photo-right bbox=[620, 413, 992, 735]
article3-photo-caption: ବିଶ୍ୱବିଦ୍ୟାଳୟ ହରିଣ ପାର୍କ bbox=[14, 1510, 223, 1542]
article1-headline: ବଦଳିଗଲାଣି ଦେଶୀୟା ନାଟର ଚେହେରା bbox=[6, 135, 881, 208]
article5-body: ଭୁବନେଶ୍ୱର,୧୧।୧(ସ୍ୱ.ପ୍ର.)–କେନ୍ଦ୍ର ସରକାରଙ୍କ ଜାତୀୟ ସମବାୟ ବିକାଶ ନିଗମ ପକ୍ଷରୁ କେଉଟ ସମାଜର ମତ୍ସ୍ୟଜୀବୀମାନଙ୍କ ପାଇଁ ଆର୍ଥିକ ସହାୟତା ଯୋଗାଇ ଦିଆଯିବ । ମାଛ ଚାଷ, ଜାଲ, ଡଙ୍ଗା କ୍ରୟ ଓ ବଜାର ସୁବିଧା ପାଇଁ ଋଣ ଓ ସବସିଡି ଦିଆଯିବ । ଏଥିପାଇଁ ରାଜ୍ୟ ସରକାରଙ୍କୁ ପ୍ରସ୍ତାବ ପଠାଇବାକୁ କୁହାଯାଇଛି । ପୋଲ୍ଟ୍ରି ଓ ମତ୍ସ୍ୟ ଚାଷ ପାଇଁ ସମବାୟ ସମିତି ଗଠନ କରାଯିବ । ଯୋଜନାରେ ସାମିଲ ହେବାକୁ ଇଚ୍ଛୁକ ବ୍ୟକ୍ତିମାନେ ନିକଟସ୍ଥ ମତ୍ସ୍ୟ ଅଧିକାରୀଙ୍କ ସହ ଯୋଗାଯୋଗ କରିପାରିବେ । ୨୦୦୫ ପରଠାରୁ ଏହି ଯୋଜନା ଅଧିନରେ ଅନେକ ପରିବାର ଉପକୃତ ହୋଇଛନ୍ତି । bbox=[8, 2098, 496, 2206]
article5-headline-2: କେଉଟ ସମାଜକୁ ଆର୍ଥିକ ସହାୟତା bbox=[8, 2045, 455, 2086]
article4-photo bbox=[762, 1146, 1202, 1404]
article4-body1: ନୟାଗଡ଼ ଅର୍ଥ: ଜାତୀୟ ଗ୍ରାମୀଣ ନିଯୁକ୍ତି ନିଶ୍ଚିତ ଯୋଜନାରେ ଶ୍ରମିକଙ୍କ ବଦଳରେ ମେସିନ ଦ୍ୱାରା କାମ କରାଯାଉଥିବା ଅଭିଯୋଗ ହେଉଛି । ଯୋଜନାର ମୂଳ ଉଦ୍ଦେଶ୍ୟ ହେଲା ଗ୍ରାମାଞ୍ଚଳର ବେକାର ଲୋକଙ୍କୁ ବର୍ଷକୁ ୧୦୦ ଦିନର କାମ ଯୋଗାଇଦେବା । ହେଲେ ଠିକାଦାରମାନେ ନିୟମ ଉଲ୍ଲଂଘନ କରି ଜେସିବି ମେସିନ ଲଗାଇ ମାଟି କାମ କରୁଛନ୍ତି । ଫଳରେ ଗାଁର ଶ୍ରମିକମାନେ କାମ ନ ପାଇ ବାହାର ରାଜ୍ୟକୁ ଦାଦନ ଖଟିବାକୁ ଯାଉଛନ୍ତି । ବ୍ଲକ ଓ ପଞ୍ଚାୟତ ସ୍ତରରେ ଏ ନେଇ ଅନେକ ଥର ଅଭିଯୋଗ ହୋଇଥିଲେ ମଧ୍ୟ କୌଣସି କାର୍ଯ୍ୟାନୁଷ୍ଠାନ ନିଆଯାଇନାହିଁ । ଜବ୍ କାର୍ଡଧାରୀଙ୍କ ନାମରେ ଭୁଆ ମଷ୍ଟର ରୋଲ ପ୍ରସ୍ତୁତ କରି ଅର୍ଥ ହଡ଼ପ କରାଯାଉଥିବା ଅଭିଯୋଗ ମଧ୍ୟ ରହିଛି । bbox=[504, 1144, 754, 1382]
article4-body-col4 bbox=[1210, 1142, 1493, 1782]
article4-body-lower bbox=[504, 1408, 1204, 1788]
article3-body: କୁନ୍ଦୁପଦାସ୍ଥିତ ବିଶ୍ୱବିଦ୍ୟାଳୟ ପରିସରରେ ଥିବା ହରିଣ ପାର୍କର ଉନ୍ନତିକରଣ ପାଇଁ ୫୦ ଲକ୍ଷ ଟଙ୍କାର ଯୋଜନା ପ୍ରସ୍ତୁତ ହୋଇଥିଲା । ହେଲେ ଏହା ଏଯାଏଁ କାର୍ଯ୍ୟକାରୀ ହୋଇପାରିନାହିଁ । ପାର୍କରେ ଥିବା ହରିଣମାନଙ୍କ ପାଇଁ ଉପଯୁକ୍ତ ଖାଦ୍ୟ, ପାନୀୟ ଜଳ ଓ ଚିକିତ୍ସା ବ୍ୟବସ୍ଥା ନାହିଁ । ଚାରିପାଖ ପାଚେରୀ ଭାଙ୍ଗିଯାଇଥିବାରୁ ହରିଣମାନଙ୍କ ସୁରକ୍ଷା ପ୍ରଶ୍ନବାଚୀ ହୋଇଛି । ୧୯୮୯ ମସିହାରେ ଆରମ୍ଭ ହୋଇଥିବା ଏହି ପାର୍କ ଦିନେ ପର୍ଯ୍ୟଟକଙ୍କ ଆକର୍ଷଣର କେନ୍ଦ୍ର ଥିଲା । ବର୍ତ୍ତମାନ ଅବହେଳା ଯୋଗୁଁ ଏହାର ଦୁର୍ଦ୍ଦଶା ହୋଇଛି । ବିଶ୍ୱବିଦ୍ୟାଳୟ କର୍ତ୍ତୃପକ୍ଷ କହନ୍ତି ଯେ ଅର୍ଥ ଅଭାବରୁ କାମ ଆଗେଇପାରୁନାହିଁ । ବନ ବିଭାଗ ସହ ମିଶି ଯୋଜନାକୁ ଶୀଘ୍ର କାର୍ଯ୍ୟକାରୀ କରିବା ପାଇଁ ଦାବି ହେଉଛି । ସ୍ଥାନୀୟ ଲୋକମାନେ ଚାହାନ୍ତି ଯେ ପାର୍କକୁ ପୁଣି ଥରେ ପୁରୁଣା ଗୌରବ ଫେରାଇ ଦିଆଯାଉ । bbox=[6, 1564, 496, 1709]
article1-body-continued: ଦିନ ଥିଲା ଦେଶୀୟା ନାଟ ଆଦିବାସୀଙ୍କ ପାଇଁ ଥିଲା ଏକମାତ୍ର ମନୋରଞ୍ଜନର ମାଧ୍ୟମ । ଦୁର୍ଗମ ଅଞ୍ଚଳରେ ଲକ୍ଷଣ ଅଥବା ସେନ୍ତୁମାଲୀଙ୍କ ଲାଳରେ ନିର୍ମିତ ମିଶି ଆଲୋକରେ ପ୍ରଦର୍ଶିତ ଏହି ନାଟ ଦେଖିବା ପାଇଁ ଦର୍ଶକଙ୍କ ଭିଡ଼ ଲାଗି ରହୁଥିଲା । ଗାଁ ଗାଁରେ ଯାତ୍ରା ପରି ଏହି ନାଟର ପ୍ରଚଳନ ଥିଲା । ସେଥିରେ ପୁରାଣ, ଇତିହାସ ଓ ଲୋକକଥା ଆଧାରିତ କାହାଣୀ ସ୍ଥାନ ପାଉଥିଲା । ଆଜି ଆଧୁନିକତାର ଛାଇ ଏହି କଳା ଉପରେ ପଡ଼ିଛି । ଦେଶୀୟା ନାଟର ଚେହେରା ବଦଳିଗଲାଣି । ପୂର୍ବରୁ ରାତି ସାରା ଚାଲୁଥିବା ନାଟ ଏବେ କିଛି ଘଣ୍ଟାରେ ସୀମିତ ରହିଲାଣି । ମଞ୍ଚସଜ୍ଜା, ପୋଷାକ, ଆଲୋକ ଓ ସଙ୍ଗୀତରେ ଆଧୁନିକ ଉପକରଣ ବ୍ୟବହାର ହେଉଛି । ପୁରୁଣା ଗୀତ ଓ ବାଦ୍ୟ ସ୍ଥାନରେ ଚଳଚ୍ଚିତ୍ର ଗୀତ ଶୁଣାଯାଉଛି । କଳାକାରମାନେ ମଧ୍ୟ ନୂଆ ପିଢ଼ିର ରୁଚି ଅନୁସାରେ ନିଜକୁ ବଦଳାଉଛନ୍ତି । ପ୍ରବୀଣ କଳାକାରମାନେ କହନ୍ତି ଯେ ପରମ୍ପରାର ମୂଳ ସ୍ୱରୂପ ହଜିଯାଉଛି । ସରକାରୀ ସହାୟତା ଓ ପ୍ରୋତ୍ସାହନ ଅଭାବରୁ ଅନେକ ଦଳ ଭାଙ୍ଗିଯାଇଛି । ଗାଁର ଯୁବକମାନେ ରୋଜଗାର ପାଇଁ ବାହାରକୁ ଯାଉଥିବାରୁ ନାଟ ପାଇଁ ଅଭିନେତା ମିଳୁନାହାନ୍ତି । ତଥାପି କିଛି ଉତ୍ସାହୀ ଦଳ ଏହି କଳାକୁ ବଞ୍ଚାଇ ରଖିବାକୁ ଚେଷ୍ଟା କରୁଛନ୍ତି । ସେମାନେ ଆଧୁନିକତା ସହ ପରମ୍ପରାର ମିଶ୍ରଣ କରି ନୂଆ ରୂପରେ ନାଟ ପରିବେଷଣ କରୁଛନ୍ତି । ଦର୍ଶକମାନେ ମଧ୍ୟ ଏହାକୁ ଆଦରର ସହ ଗ୍ରହଣ କରୁଛନ୍ତି । bbox=[252, 742, 992, 887]
article1-body-bottom bbox=[252, 740, 992, 1032]
article1-dateline: କୈପାଗୁଡ଼ା bbox=[6, 230, 52, 244]
header-rule bbox=[6, 130, 1493, 133]
article6-headline: ବଞ୍ଚିବାର ରାହା ଖୋଜୁଛନ୍ତି ଗୋକୁଳ bbox=[518, 1824, 1080, 1875]
article2-headline-2: ସାଜୁଛନ୍ତି ଯୁବବର୍ଗ bbox=[1097, 250, 1409, 303]
masthead-title: ଧରିତ୍ରୀ ସ୍ୱତନ୍ତ୍ର bbox=[98, 14, 595, 87]
article3-photo bbox=[6, 1146, 492, 1556]
article1-body-continued: ଦିନ ଥିଲା ଦେଶୀୟା ନାଟ ଆଦିବାସୀଙ୍କ ପାଇଁ ଥିଲା ଏକମାତ୍ର ମନୋରଞ୍ଜନର ମାଧ୍ୟମ । ଦୁର୍ଗମ ଅଞ୍ଚଳରେ ଲକ୍ଷଣ ଅଥବା ସେନ୍ତୁମାଲୀଙ୍କ ଲାଳରେ ନିର୍ମିତ ମିଶି ଆଲୋକରେ ପ୍ରଦର୍ଶିତ ଏହି ନାଟ ଦେଖିବା ପାଇଁ ଦର୍ଶକଙ୍କ ଭିଡ଼ ଲାଗି ରହୁଥିଲା । ଗାଁ ଗାଁରେ ଯାତ୍ରା ପରି ଏହି ନାଟର ପ୍ରଚଳନ ଥିଲା । ସେଥିରେ ପୁରାଣ, ଇତିହାସ ଓ ଲୋକକଥା ଆଧାରିତ କାହାଣୀ ସ୍ଥାନ ପାଉଥିଲା । ଆଜି ଆଧୁନିକତାର ଛାଇ ଏହି କଳା ଉପରେ ପଡ଼ିଛି । ଦେଶୀୟା ନାଟର ଚେହେରା ବଦଳିଗଲାଣି । ପୂର୍ବରୁ ରାତି ସାରା ଚାଲୁଥିବା ନାଟ ଏବେ କିଛି ଘଣ୍ଟାରେ ସୀମିତ ରହିଲାଣି । ମଞ୍ଚସଜ୍ଜା, ପୋଷାକ, ଆଲୋକ ଓ ସଙ୍ଗୀତରେ ଆଧୁନିକ ଉପକରଣ ବ୍ୟବହାର ହେଉଛି । ପୁରୁଣା ଗୀତ ଓ ବାଦ୍ୟ ସ୍ଥାନରେ ଚଳଚ୍ଚିତ୍ର ଗୀତ ଶୁଣାଯାଉଛି । କଳାକାରମାନେ ମଧ୍ୟ ନୂଆ ପିଢ଼ିର ରୁଚି ଅନୁସାରେ ନିଜକୁ ବଦଳାଉଛନ୍ତି । ପ୍ରବୀଣ କଳାକାରମାନେ କହନ୍ତି ଯେ ପରମ୍ପରାର ମୂଳ ସ୍ୱରୂପ ହଜିଯାଉଛି । ସରକାରୀ ସହାୟତା ଓ ପ୍ରୋତ୍ସାହନ ଅଭାବରୁ ଅନେକ ଦଳ ଭାଙ୍ଗିଯାଇଛି । ଗାଁର ଯୁବକମାନେ ରୋଜଗାର ପାଇଁ ବାହାରକୁ ଯାଉଥିବାରୁ ନାଟ ପାଇଁ ଅଭିନେତା ମିଳୁନାହାନ୍ତି । ତଥାପି କିଛି ଉତ୍ସାହୀ ଦଳ ଏହି କଳାକୁ ବଞ୍ଚାଇ ରଖିବାକୁ ଚେଷ୍ଟା କରୁଛନ୍ତି । ସେମାନେ ଆଧୁନିକତା ସହ ପରମ୍ପରାର ମିଶ୍ରଣ କରି ନୂଆ ରୂପରେ ନାଟ ପରିବେଷଣ କରୁଛନ୍ତି । ଦର୍ଶକମାନେ ମଧ୍ୟ ଏହାକୁ ଆଦରର ସହ ଗ୍ରହଣ କରୁଛନ୍ତି । bbox=[252, 230, 992, 375]
article1-body-col1 bbox=[6, 228, 246, 1050]
article6-body: ଜମନାଗିରା–ଗୋକୁଳ ଭୋଇ, ୫୦ ବର୍ଷ । ଜୀବନର ଅଧା ବାଟ ପାର କରିସାରିଲେଣି । ହେଲେ ବଞ୍ଚିବାର ରାହା ଏଯାଏଁ ଖୋଜି ପାଇନାହାନ୍ତି । ସ୍ତ୍ରୀ ମୃତ୍ୟୁ ପରେ ଦୁଇ ନାବାଳକ ପିଲାଙ୍କ ଦାୟିତ୍ୱ ତାଙ୍କ କାନ୍ଧରେ । ନିଜର ଜମିବାଡ଼ି ନାହିଁ । ଦିନମଜୁରି କରି ଯାହା ରୋଜଗାର ହୁଏ ସେଥିରେ ପେଟ ପୂରେନାହିଁ । ବିପିଏଲ ତାଲିକାରେ ନାମ ନ ଥିବାରୁ ସରକାରୀ ଚାଉଳ ମଧ୍ୟ ମିଳୁନାହିଁ । ଇନ୍ଦିରା ଆବାସ ପାଇଁ ଅନେକ ଥର ଆବେଦନ କରିଥିଲେ ମଧ୍ୟ ଘର ମିଳିନାହିଁ । ଭଙ୍ଗା କୁଡ଼ିଆ ଘରେ ପିଲାଙ୍କୁ ନେଇ ରହୁଛନ୍ତି । ପିଲାମାନେ ସ୍କୁଲ ଯିବା ବଦଳରେ ପେଟ ପାଇଁ କାମ ଖୋଜୁଛନ୍ତି । ଗାଁର ଲୋକେ କହନ୍ତି ଗୋକୁଳଙ୍କ ଭଳି ଅନେକ ପରିବାର ସରକାରୀ ଯୋଜନାର ସୁବିଧାରୁ ବଞ୍ଚିତ । ପଞ୍ଚାୟତ ଓ ବ୍ଲକ ଅଧିକାରୀମାନେ ଏ ଦିଗରେ ଦୃଷ୍ଟି ଦେଇ ସେମାନଙ୍କୁ ସହାୟତା ଯୋଗାଇଦେବା ଦରକାର । ଗୋକୁଳ କହନ୍ତି, ପିଲାଙ୍କୁ ପାଠ ପଢ଼ାଇ ମଣିଷ କରିବା ତାଙ୍କ ସ୍ୱପ୍ନ । କିନ୍ତୁ ଅଭାବ ସେହି ସ୍ୱପ୍ନକୁ ଦୂରେଇ ଦେଉଛି । ଗାଁର କିଛି ସହୃଦୟ ବ୍ୟକ୍ତି ମଝିରେ ମଝିରେ ସାହାଯ୍ୟ କରୁଛନ୍ତି । ହେଲେ ସ୍ଥାୟୀ ସମାଧାନ ପାଇଁ ପ୍ରଶାସନର ହସ୍ତକ୍ଷେପ ଆବଶ୍ୟକ । bbox=[516, 1902, 1156, 2047]
article6-body-right bbox=[1162, 2198, 1486, 2310]
article4-body1: ନୟାଗଡ଼ ଅର୍ଥ: ଜାତୀୟ ଗ୍ରାମୀଣ ନିଯୁକ୍ତି ନିଶ୍ଚିତ ଯୋଜନାରେ ଶ୍ରମିକଙ୍କ ବଦଳରେ ମେସିନ ଦ୍ୱାରା କାମ କରାଯାଉଥିବା ଅଭିଯୋଗ ହେଉଛି । ଯୋଜନାର ମୂଳ ଉଦ୍ଦେଶ୍ୟ ହେଲା ଗ୍ରାମାଞ୍ଚଳର ବେକାର ଲୋକଙ୍କୁ ବର୍ଷକୁ ୧୦୦ ଦିନର କାମ ଯୋଗାଇଦେବା । ହେଲେ ଠିକାଦାରମାନେ ନିୟମ ଉଲ୍ଲଂଘନ କରି ଜେସିବି ମେସିନ ଲଗାଇ ମାଟି କାମ କରୁଛନ୍ତି । ଫଳରେ ଗାଁର ଶ୍ରମିକମାନେ କାମ ନ ପାଇ ବାହାର ରାଜ୍ୟକୁ ଦାଦନ ଖଟିବାକୁ ଯାଉଛନ୍ତି । ବ୍ଲକ ଓ ପଞ୍ଚାୟତ ସ୍ତରରେ ଏ ନେଇ ଅନେକ ଥର ଅଭିଯୋଗ ହୋଇଥିଲେ ମଧ୍ୟ କୌଣସି କାର୍ଯ୍ୟାନୁଷ୍ଠାନ ନିଆଯାଇନାହିଁ । ଜବ୍ କାର୍ଡଧାରୀଙ୍କ ନାମରେ ଭୁଆ ମଷ୍ଟର ରୋଲ ପ୍ରସ୍ତୁତ କରି ଅର୍ଥ ହଡ଼ପ କରାଯାଉଥିବା ଅଭିଯୋଗ ମଧ୍ୟ ରହିଛି । bbox=[504, 1410, 967, 1629]
article4-body2: ବିଭାଗୀୟ ଅଧିକାରୀ, ପଞ୍ଚାୟତିରାଜ ନେତା, ଠିକାଦାର ଓ ମଧ୍ୟସ୍ଥିମାନଙ୍କ ମିଳିତ ଚକ୍ରାନ୍ତରେ ଯୋଜନାର ଅର୍ଥ ଲୁଟ ହେଉଛି । ଗତ ଆର୍ଥିକ ବର୍ଷରେ ଜିଲ୍ଲାରେ ଏହି ଯୋଜନାରେ କୋଟି କୋଟି ଟଙ୍କା ଖର୍ଚ୍ଚ ହୋଇଥିବା ଦର୍ଶାଯାଇଛି । ହେଲେ ଗାଁରେ ସେହି ଅନୁପାତରେ ସ୍ଥାୟୀ ସମ୍ପତ୍ତି ସୃଷ୍ଟି ହୋଇନାହିଁ । ପୋଖରୀ ଖନନ, ରାସ୍ତା ନିର୍ମାଣ ଓ ଜଳସେଚନ ପ୍ରକଳ୍ପରେ ଗୁଣବତ୍ତା ଅଭାବ ଦେଖାଯାଉଛି । ଶ୍ରମିକମାନଙ୍କୁ ସମୟରେ ମଜୁରୀ ମିଳୁନାହିଁ । ବ୍ୟାଙ୍କ ଓ ଡାକଘର ମାଧ୍ୟମରେ ଦେୟ ପ୍ରଦାନରେ ମଧ୍ୟ ବିଳମ୍ବ ହେଉଛି । ସ୍ୱେଚ୍ଛାସେବୀ ସଂଗଠନମାନେ ସାମାଜିକ ଅଡିଟ କରାଇବାକୁ ଦାବି କରିଛନ୍ତି । bbox=[741, 1410, 1204, 1629]
page-number: ପୃଷ୍ଠା–୧୧ bbox=[1402, 104, 1487, 128]
